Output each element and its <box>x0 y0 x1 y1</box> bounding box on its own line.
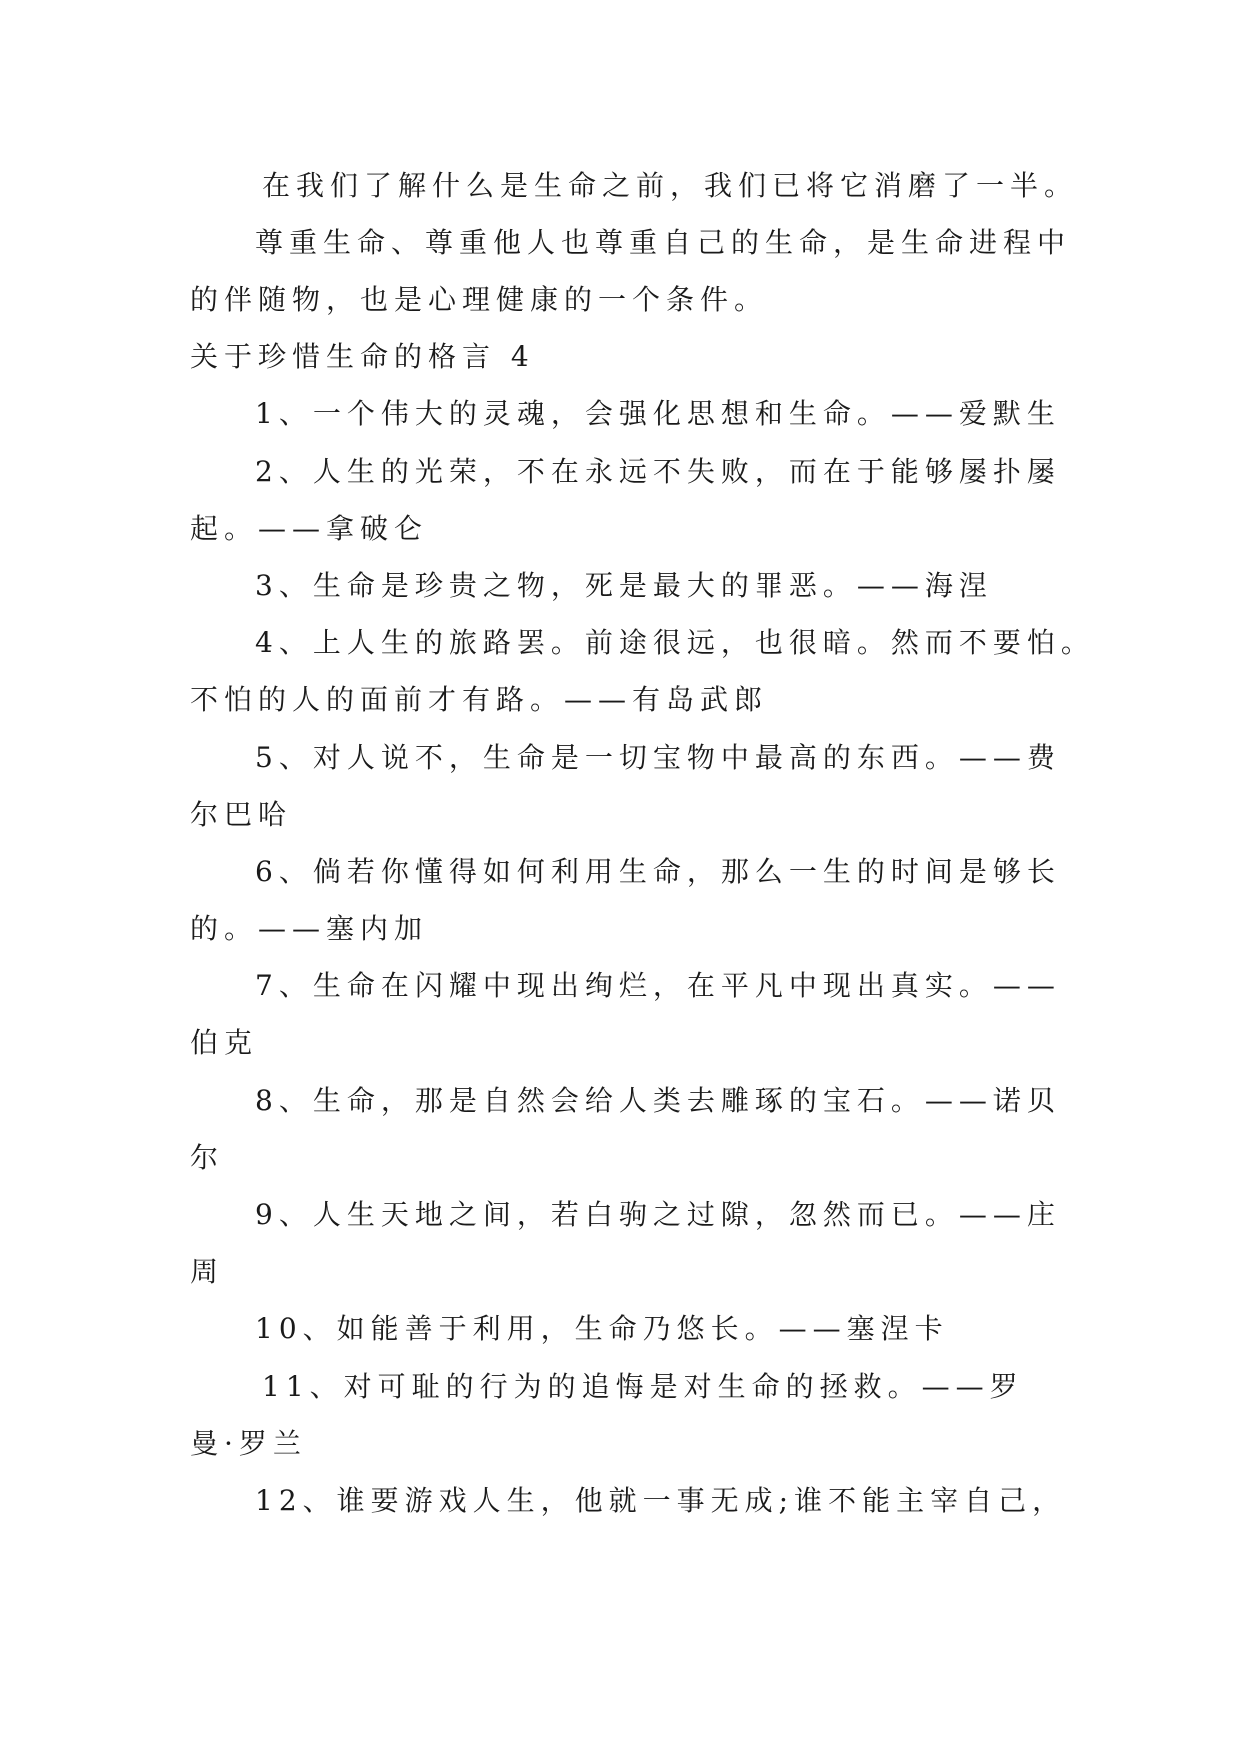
section-heading: 关于珍惜生命的格言 4 <box>190 340 535 373</box>
quote-line: 2、人生的光荣，不在永远不失败，而在于能够屡扑屡 <box>255 455 1061 488</box>
quote-line: 伯克 <box>190 1026 259 1059</box>
quote-line: 不怕的人的面前才有路。——有岛武郎 <box>190 683 769 716</box>
quote-line: 1、一个伟大的灵魂，会强化思想和生命。——爱默生 <box>255 397 1061 430</box>
quote-line: 6、倘若你懂得如何利用生命，那么一生的时间是够长 <box>255 855 1061 888</box>
quote-line: 7、生命在闪耀中现出绚烂，在平凡中现出真实。—— <box>255 969 1061 1002</box>
quote-line: 起。——拿破仑 <box>190 512 429 545</box>
quote-line: 5、对人说不，生命是一切宝物中最高的东西。——费 <box>255 741 1061 774</box>
quote-line: 10、如能善于利用，生命乃悠长。——塞涅卡 <box>255 1312 949 1345</box>
quote-line: 尔巴哈 <box>190 798 293 831</box>
quote-line: 3、生命是珍贵之物，死是最大的罪恶。——海涅 <box>255 569 993 602</box>
quote-line: 12、谁要游戏人生，他就一事无成;谁不能主宰自己， <box>255 1484 1067 1517</box>
quote-line: 9、人生天地之间，若白驹之过隙，忽然而已。——庄 <box>255 1198 1061 1231</box>
paragraph-line: 的伴随物，也是心理健康的一个条件。 <box>190 283 769 316</box>
quote-line: 8、生命，那是自然会给人类去雕琢的宝石。——诺贝 <box>255 1084 1061 1117</box>
quote-line: 曼·罗兰 <box>190 1427 307 1460</box>
quote-line: 11、对可耻的行为的追悔是对生命的拯救。——罗 <box>262 1370 1024 1403</box>
paragraph-line: 在我们了解什么是生命之前，我们已将它消磨了一半。 <box>262 169 1079 202</box>
quote-line: 周 <box>190 1255 225 1288</box>
quote-line: 的。——塞内加 <box>190 912 429 945</box>
paragraph-line: 尊重生命、尊重他人也尊重自己的生命，是生命进程中 <box>255 226 1072 259</box>
quote-line: 4、上人生的旅路罢。前途很远，也很暗。然而不要怕。 <box>255 626 1095 659</box>
quote-line: 尔 <box>190 1141 225 1174</box>
